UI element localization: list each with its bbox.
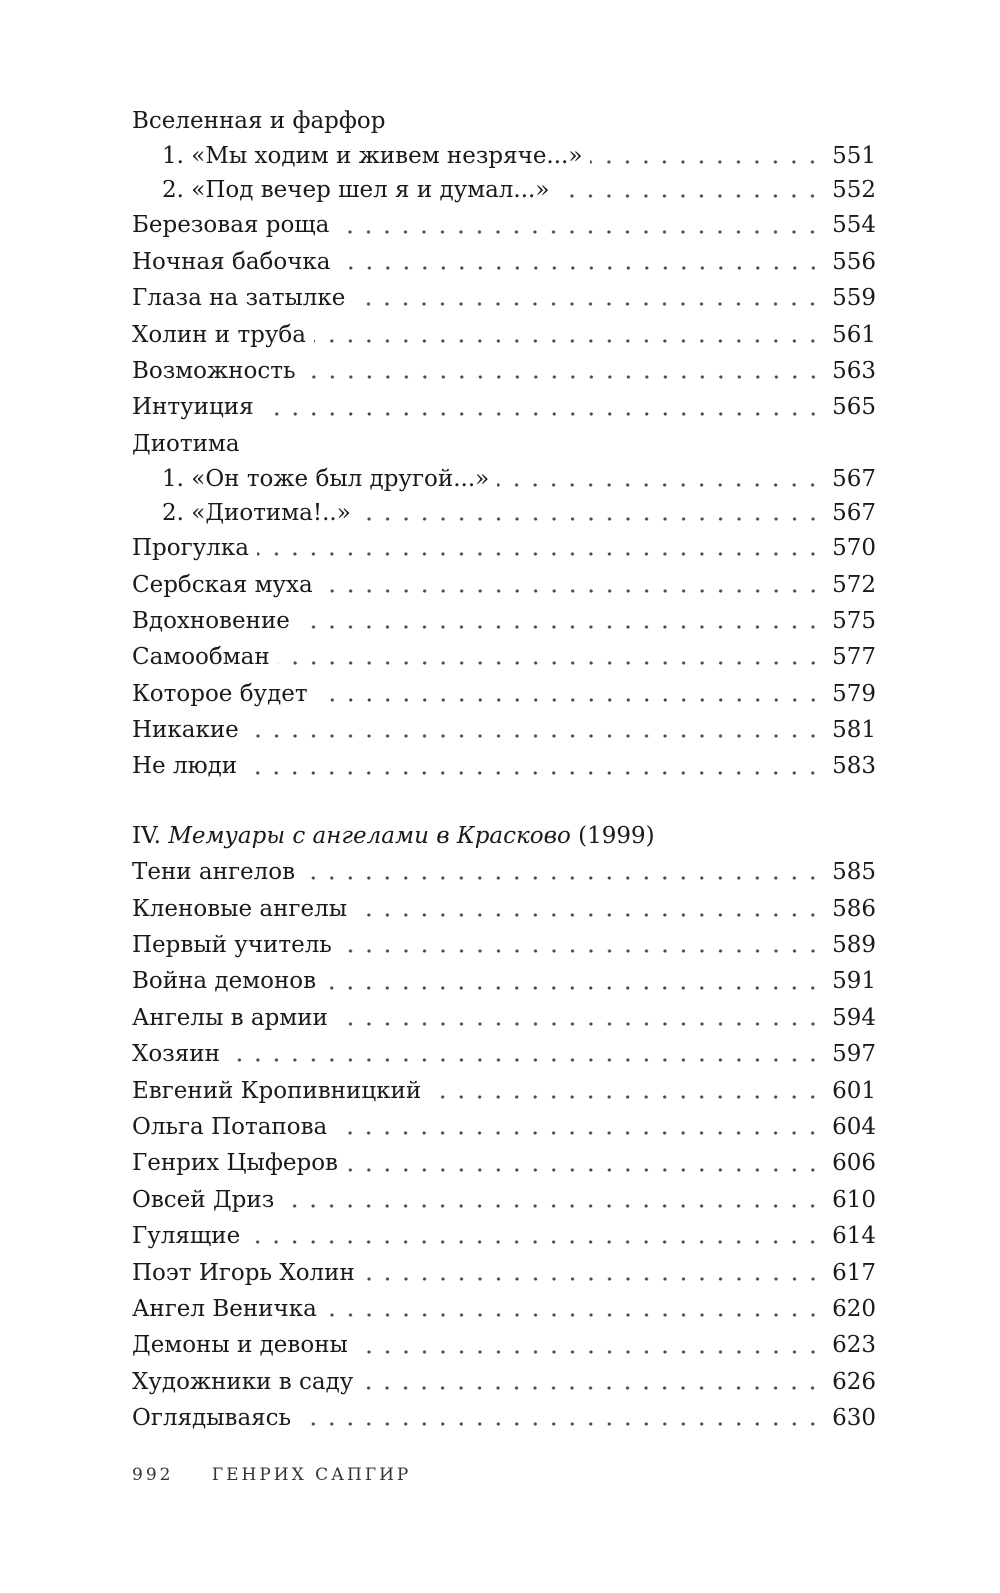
- dot-leader: [340, 949, 822, 953]
- toc-entry: [132, 530, 876, 566]
- toc-entry-page: 567: [832, 466, 876, 493]
- dot-leader: [359, 517, 822, 521]
- toc-entry: [132, 891, 876, 927]
- toc-entry-page: 594: [832, 1004, 876, 1031]
- toc-entry-page: 579: [832, 680, 876, 707]
- toc-entry-title: Хозяин: [132, 1041, 220, 1068]
- toc-entry-page: 614: [832, 1223, 876, 1250]
- toc-entry: [132, 353, 876, 389]
- dot-leader: [298, 625, 822, 629]
- toc-entry-page: 589: [832, 932, 876, 959]
- dot-leader: [339, 266, 823, 270]
- dot-leader: [361, 1386, 822, 1390]
- toc-entry-title: 1. «Он тоже был другой...»: [162, 466, 490, 493]
- toc-entry: [132, 1145, 876, 1181]
- toc-entry-page: 570: [832, 535, 876, 562]
- running-author: ГЕНРИХ САПГИР: [211, 1465, 412, 1485]
- dot-leader: [299, 1422, 822, 1426]
- toc-entry: [132, 139, 876, 173]
- toc-entry: [132, 1000, 876, 1036]
- toc-entry-page: 575: [832, 607, 876, 634]
- toc-entry-page: 610: [832, 1186, 876, 1213]
- toc-entry: [132, 207, 876, 243]
- toc-group-heading: Диотима: [132, 430, 240, 457]
- toc-entry-page: 559: [832, 285, 876, 312]
- table-of-contents: [132, 103, 876, 1437]
- toc-entry: [132, 1073, 876, 1109]
- toc-entry-page: 551: [832, 143, 876, 170]
- dot-leader: [590, 160, 822, 164]
- toc-entry-page: 567: [832, 500, 876, 527]
- toc-entry-page: 620: [832, 1295, 876, 1322]
- toc-entry-page: 563: [832, 357, 876, 384]
- toc-entry: [132, 712, 876, 748]
- toc-entry: [132, 567, 876, 603]
- dot-leader: [325, 1313, 822, 1317]
- dot-leader: [363, 1277, 822, 1281]
- dot-leader: [321, 589, 822, 593]
- toc-entry: [132, 280, 876, 316]
- section-roman: IV.: [132, 822, 161, 849]
- toc-entry-title: Глаза на затылке: [132, 285, 346, 312]
- toc-entry-page: 604: [832, 1113, 876, 1140]
- dot-leader: [278, 661, 822, 665]
- toc-entry-title: Которое будет: [132, 680, 308, 707]
- dot-leader: [356, 1350, 822, 1354]
- toc-entry-title: 1. «Мы ходим и живем незряче...»: [162, 143, 583, 170]
- dot-leader: [245, 771, 822, 775]
- toc-entry: [132, 1400, 876, 1436]
- dot-leader: [353, 302, 822, 306]
- toc-entry: [132, 854, 876, 890]
- toc-entry: [132, 173, 876, 207]
- toc-entry: [132, 603, 876, 639]
- toc-entry-page: 586: [832, 895, 876, 922]
- toc-entry-title: 2. «Под вечер шел я и думал...»: [162, 177, 550, 204]
- toc-entry: [132, 748, 876, 784]
- toc-entry-title: Березовая роща: [132, 212, 330, 239]
- page-number: 992: [132, 1465, 174, 1485]
- toc-entry: [132, 1218, 876, 1254]
- toc-entry: [132, 927, 876, 963]
- toc-entry: [132, 1182, 876, 1218]
- toc-entry: [132, 1036, 876, 1072]
- toc-entry: [132, 1327, 876, 1363]
- dot-leader: [314, 339, 822, 343]
- toc-entry-page: 581: [832, 717, 876, 744]
- dot-leader: [257, 552, 822, 556]
- dot-leader: [316, 698, 823, 702]
- toc-entry-page: 552: [832, 177, 876, 204]
- toc-entry-title: Ангелы в армии: [132, 1004, 328, 1031]
- toc-entry-title: Прогулка: [132, 535, 249, 562]
- toc-entry-title: Ангел Веничка: [132, 1295, 317, 1322]
- toc-entry-page: 572: [832, 571, 876, 598]
- toc-entry-page: 601: [832, 1077, 876, 1104]
- toc-entry-title: Сербская муха: [132, 571, 313, 598]
- dot-leader: [228, 1058, 822, 1062]
- toc-entry: [132, 1291, 876, 1327]
- toc-entry-page: 606: [832, 1150, 876, 1177]
- toc-entry-title: Ольга Потапова: [132, 1113, 328, 1140]
- toc-entry-title: Кленовые ангелы: [132, 895, 347, 922]
- toc-entry: [132, 676, 876, 712]
- toc-entry: [132, 963, 876, 999]
- toc-entry-title: Оглядываясь: [132, 1405, 292, 1432]
- toc-entry-title: Тени ангелов: [132, 859, 296, 886]
- page-footer: [132, 1465, 411, 1485]
- section-heading: [132, 818, 876, 854]
- toc-entry-page: 591: [832, 968, 876, 995]
- toc-entry-title: Первый учитель: [132, 932, 332, 959]
- section-title: Мемуары с ангелами в Красково: [168, 822, 571, 849]
- toc-entry-page: 565: [832, 394, 876, 421]
- toc-entry-page: 554: [832, 212, 876, 239]
- toc-entry-title: Художники в саду: [132, 1368, 354, 1395]
- toc-entry: [132, 639, 876, 675]
- toc-entry-title: Война демонов: [132, 968, 317, 995]
- toc-entry-title: Поэт Игорь Холин: [132, 1259, 355, 1286]
- toc-entry-title: Генрих Цыферов: [132, 1150, 339, 1177]
- toc-entry-title: Ночная бабочка: [132, 248, 331, 275]
- section-year: (1999): [578, 822, 655, 849]
- toc-entry-title: 2. «Диотима!..»: [162, 500, 351, 527]
- toc-entry-page: 577: [832, 644, 876, 671]
- toc-entry-title: Возможность: [132, 357, 296, 384]
- dot-leader: [247, 734, 822, 738]
- toc-entry-title: Интуиция: [132, 394, 254, 421]
- toc-entry-page: 585: [832, 859, 876, 886]
- dot-leader: [248, 1240, 822, 1244]
- toc-entry-page: 626: [832, 1368, 876, 1395]
- toc-entry: [132, 462, 876, 496]
- dot-leader: [324, 986, 822, 990]
- toc-entry-title: Вдохновение: [132, 607, 290, 634]
- toc-entry: [132, 1109, 876, 1145]
- dot-leader: [335, 1131, 822, 1135]
- dot-leader: [346, 1168, 822, 1172]
- toc-entry: [132, 244, 876, 280]
- toc-entry-page: 630: [832, 1405, 876, 1432]
- toc-group-heading: Вселенная и фарфор: [132, 108, 386, 134]
- toc-entry-page: 556: [832, 248, 876, 275]
- dot-leader: [355, 913, 822, 917]
- dot-leader: [497, 483, 822, 487]
- toc-entry: [132, 317, 876, 353]
- dot-leader: [282, 1204, 822, 1208]
- dot-leader: [303, 876, 822, 880]
- toc-entry-title: Овсей Дриз: [132, 1186, 275, 1213]
- dot-leader: [557, 194, 822, 198]
- toc-entry-page: 617: [832, 1259, 876, 1286]
- dot-leader: [336, 1022, 822, 1026]
- toc-entry-page: 561: [832, 321, 876, 348]
- dot-leader: [429, 1095, 822, 1099]
- toc-entry-title: Евгений Кропивницкий: [132, 1077, 422, 1104]
- toc-entry: [132, 1255, 876, 1291]
- dot-leader: [262, 412, 822, 416]
- dot-leader: [337, 230, 822, 234]
- toc-entry-title: Никакие: [132, 717, 239, 744]
- toc-entry-title: Демоны и девоны: [132, 1332, 348, 1359]
- dot-leader: [304, 375, 823, 379]
- toc-entry: [132, 1364, 876, 1400]
- toc-entry-title: Не люди: [132, 753, 238, 780]
- toc-entry-page: 583: [832, 753, 876, 780]
- toc-entry: [132, 496, 876, 530]
- toc-entry-page: 623: [832, 1332, 876, 1359]
- toc-entry-title: Холин и труба: [132, 321, 306, 348]
- toc-entry-page: 597: [832, 1041, 876, 1068]
- toc-entry-title: Самообман: [132, 644, 270, 671]
- toc-entry-title: Гулящие: [132, 1223, 241, 1250]
- toc-entry: [132, 389, 876, 425]
